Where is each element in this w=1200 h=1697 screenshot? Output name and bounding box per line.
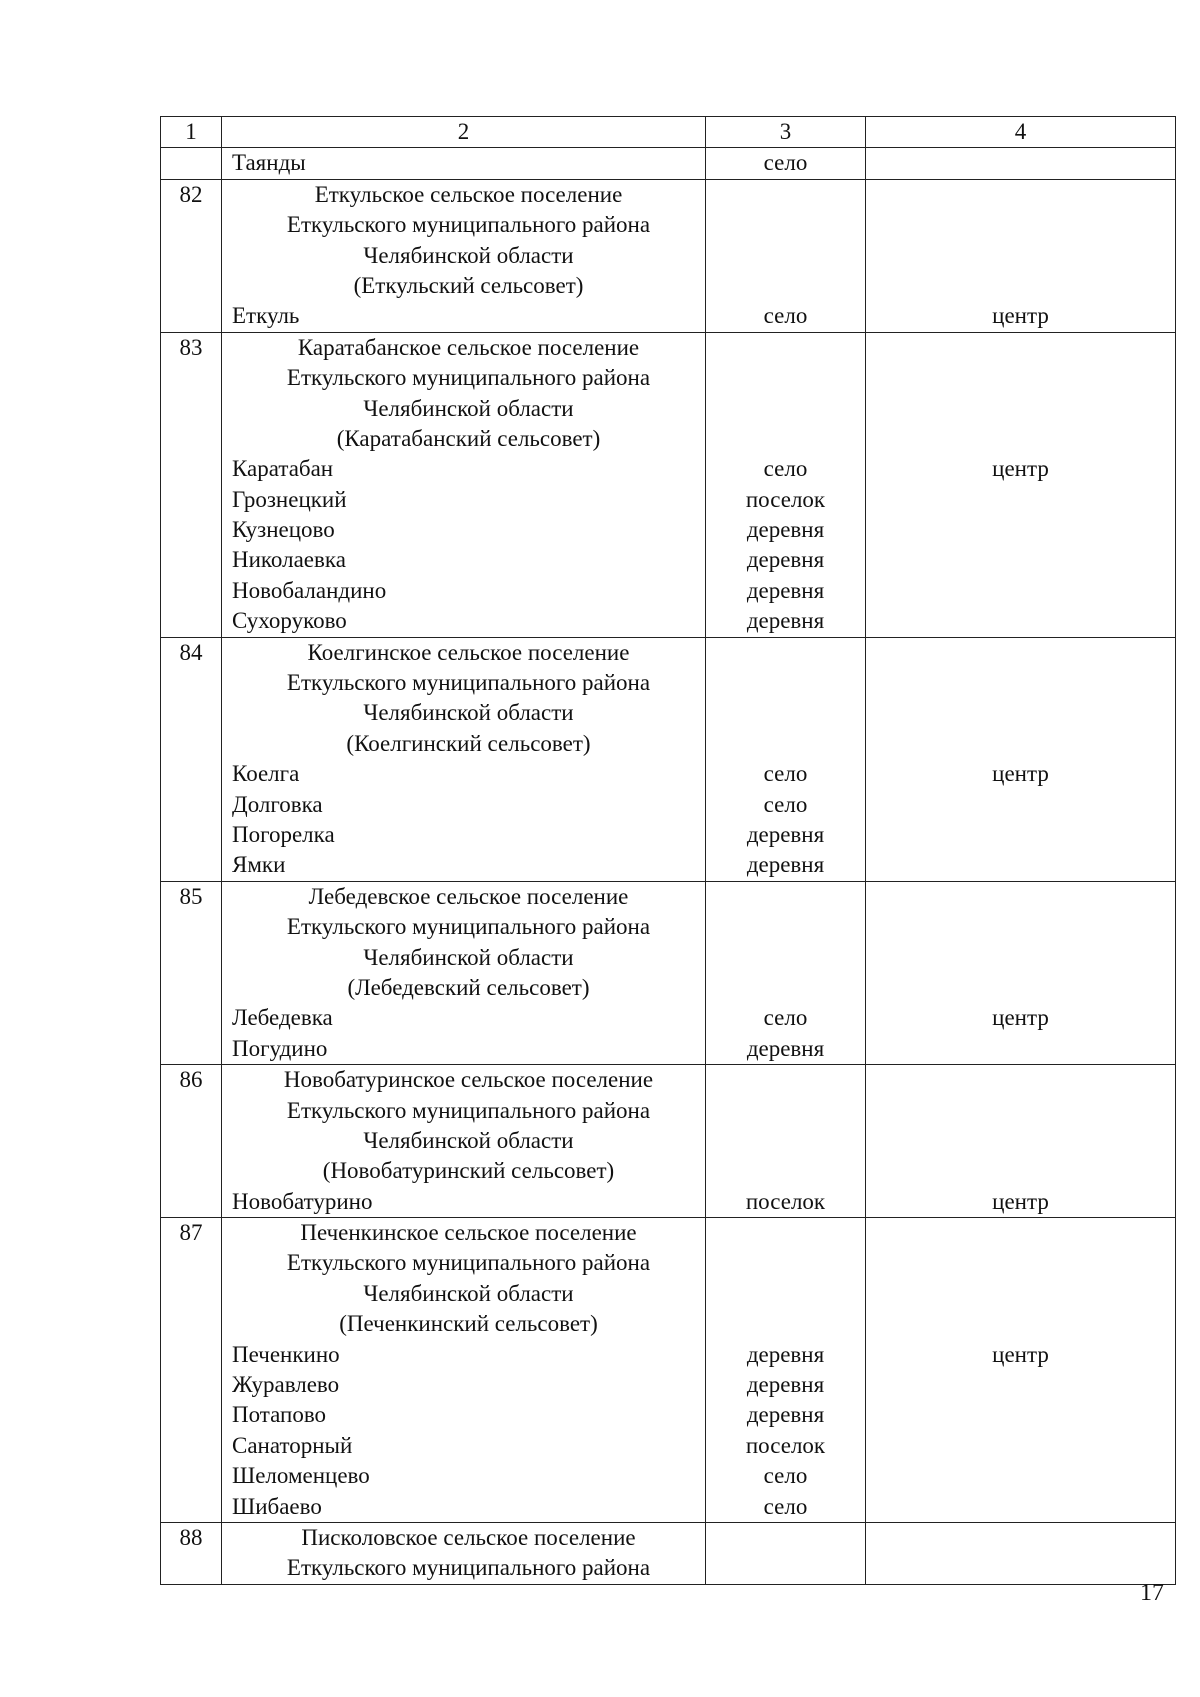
settlement-type-cell bbox=[706, 332, 866, 637]
continuation-row bbox=[161, 148, 1176, 179]
settlement-name-cell bbox=[222, 1218, 706, 1523]
municipality-title-line: (Еткульский сельсовет) bbox=[353, 272, 584, 298]
settlement-status bbox=[866, 1400, 1175, 1430]
spacer-line bbox=[706, 1126, 865, 1156]
settlement-status bbox=[866, 820, 1175, 850]
settlement-status bbox=[866, 1492, 1175, 1522]
settlement-name: Еткуль bbox=[232, 303, 300, 329]
municipality-title-line: Челябинской области bbox=[363, 944, 574, 970]
spacer-line bbox=[706, 729, 865, 759]
spacer-line bbox=[866, 668, 1175, 698]
row-number-cell bbox=[161, 1065, 222, 1218]
municipality-title-line: (Печенкинский сельсовет) bbox=[339, 1311, 598, 1337]
settlement-status bbox=[866, 148, 1175, 178]
settlement-type: село bbox=[763, 456, 808, 482]
settlement-status bbox=[866, 576, 1175, 606]
row-number-cell bbox=[161, 637, 222, 881]
page-number: 17 bbox=[1140, 1580, 1164, 1606]
row-number-cell bbox=[161, 179, 222, 332]
table-row bbox=[161, 637, 1176, 881]
spacer-line bbox=[706, 424, 865, 454]
settlement-status bbox=[866, 790, 1175, 820]
spacer-line bbox=[866, 1096, 1175, 1126]
table-row bbox=[161, 179, 1176, 332]
spacer-line bbox=[866, 1065, 1175, 1095]
municipality-title-line: (Коелгинский сельсовет) bbox=[346, 730, 591, 756]
spacer-line bbox=[866, 1218, 1175, 1248]
settlement-status: центр bbox=[992, 1188, 1049, 1214]
municipality-title-line: Каратабанское сельское поселение bbox=[297, 334, 640, 360]
settlement-status-cell bbox=[866, 148, 1176, 179]
settlement-name: Каратабан bbox=[232, 456, 334, 482]
settlement-type: деревня bbox=[746, 1341, 825, 1367]
settlement-status-cell bbox=[866, 1065, 1176, 1218]
settlement-type: поселок bbox=[745, 1188, 826, 1214]
settlement-type: село bbox=[763, 761, 808, 787]
table-row bbox=[161, 332, 1176, 637]
spacer-line bbox=[706, 1309, 865, 1339]
settlement-type: село bbox=[763, 150, 808, 176]
settlement-name-cell bbox=[222, 881, 706, 1064]
settlement-type: деревня bbox=[746, 517, 825, 543]
spacer-line bbox=[866, 333, 1175, 363]
settlement-type: поселок bbox=[745, 1432, 826, 1458]
spacer-line bbox=[866, 271, 1175, 301]
settlement-name: Погорелка bbox=[232, 822, 335, 847]
municipality-title-line: Печенкинское сельское поселение bbox=[300, 1220, 637, 1246]
settlement-type-cell bbox=[706, 1065, 866, 1218]
settlement-name: Ямки bbox=[232, 852, 286, 878]
settlement-type: село bbox=[763, 1493, 808, 1519]
spacer-line bbox=[706, 638, 865, 668]
spacer-line bbox=[706, 882, 865, 912]
spacer-line bbox=[706, 698, 865, 728]
municipality-title-line: Лебедевское сельское поселение bbox=[308, 883, 629, 909]
settlement-status: центр bbox=[992, 1341, 1049, 1367]
spacer-line bbox=[706, 210, 865, 240]
settlement-status bbox=[866, 1370, 1175, 1400]
settlement-status-cell bbox=[866, 1218, 1176, 1523]
settlement-name: Долговка bbox=[232, 791, 323, 817]
settlement-type: село bbox=[763, 303, 808, 329]
spacer-line bbox=[706, 912, 865, 942]
col-header-3: 3 bbox=[706, 117, 866, 148]
spacer-line bbox=[706, 1218, 865, 1248]
settlement-type: деревня bbox=[746, 1035, 825, 1061]
municipality-title-line: Челябинской области bbox=[363, 1127, 574, 1153]
municipality-title-line: Челябинской области bbox=[363, 700, 574, 726]
table-row bbox=[161, 1522, 1176, 1584]
settlement-status bbox=[866, 515, 1175, 545]
spacer-line bbox=[866, 1126, 1175, 1156]
spacer-line bbox=[866, 1248, 1175, 1278]
table-row bbox=[161, 1218, 1176, 1523]
settlement-status: центр bbox=[992, 1005, 1049, 1031]
settlement-type: село bbox=[763, 791, 808, 817]
spacer-line bbox=[866, 1156, 1175, 1186]
settlement-status-cell bbox=[866, 637, 1176, 881]
settlement-status-cell bbox=[866, 1522, 1176, 1584]
spacer-line bbox=[866, 698, 1175, 728]
settlement-name: Погудино bbox=[232, 1035, 328, 1061]
settlement-name: Санаторный bbox=[232, 1432, 353, 1458]
spacer-line bbox=[706, 271, 865, 301]
col-header-4: 4 bbox=[866, 117, 1176, 148]
settlement-status bbox=[866, 850, 1175, 880]
row-number: 84 bbox=[179, 639, 203, 665]
spacer-line bbox=[706, 1156, 865, 1186]
municipality-title-line: Еткульского муниципального района bbox=[286, 670, 651, 696]
settlement-status-cell bbox=[866, 881, 1176, 1064]
settlement-type: деревня bbox=[746, 852, 825, 878]
settlement-name: Таянды bbox=[232, 150, 306, 176]
spacer-line bbox=[866, 729, 1175, 759]
settlement-status bbox=[866, 545, 1175, 575]
settlement-name: Шеломенцево bbox=[232, 1463, 370, 1489]
settlement-status: центр bbox=[992, 761, 1049, 787]
settlement-name: Лебедевка bbox=[232, 1005, 333, 1031]
spacer-line bbox=[866, 1309, 1175, 1339]
spacer-line bbox=[706, 1553, 865, 1583]
spacer-line bbox=[706, 1096, 865, 1126]
col-header-1: 1 bbox=[161, 117, 222, 148]
settlement-status: центр bbox=[992, 456, 1049, 482]
row-number: 86 bbox=[179, 1067, 203, 1093]
settlement-name: Журавлево bbox=[232, 1372, 340, 1398]
row-number: 83 bbox=[179, 334, 203, 360]
municipality-title-line: (Каратабанский сельсовет) bbox=[336, 425, 601, 451]
settlement-name: Печенкино bbox=[232, 1341, 340, 1367]
spacer-line bbox=[866, 424, 1175, 454]
municipality-title-line: Новобатуринское сельское поселение bbox=[283, 1067, 654, 1093]
municipality-title-line: Писколовское сельское поселение bbox=[301, 1524, 636, 1550]
municipality-title-line: Челябинской области bbox=[363, 395, 574, 421]
spacer-line bbox=[706, 241, 865, 271]
row-number-cell bbox=[161, 1522, 222, 1584]
settlement-status-cell bbox=[866, 179, 1176, 332]
spacer-line bbox=[706, 1248, 865, 1278]
col-header-2: 2 bbox=[222, 117, 706, 148]
settlement-status-cell bbox=[866, 332, 1176, 637]
spacer-line bbox=[866, 973, 1175, 1003]
settlement-type: поселок bbox=[745, 486, 826, 512]
row-number-cell bbox=[161, 148, 222, 179]
settlement-type: деревня bbox=[746, 822, 825, 847]
settlement-type-cell bbox=[706, 881, 866, 1064]
settlement-type: деревня bbox=[746, 577, 825, 603]
municipality-title-line: Еткульского муниципального района bbox=[286, 1555, 651, 1581]
municipality-title-line: (Лебедевский сельсовет) bbox=[347, 974, 590, 1000]
settlement-name: Коелга bbox=[232, 761, 300, 787]
municipality-title-line: Челябинской области bbox=[363, 242, 574, 268]
settlement-status bbox=[866, 1431, 1175, 1461]
settlement-name: Новобатурино bbox=[232, 1188, 373, 1214]
row-number-cell bbox=[161, 881, 222, 1064]
municipality-title-line: Еткульского муниципального района bbox=[286, 212, 651, 238]
spacer-line bbox=[706, 668, 865, 698]
row-number-cell bbox=[161, 1218, 222, 1523]
table-header-row bbox=[161, 117, 1176, 148]
settlement-type-cell bbox=[706, 148, 866, 179]
table-row bbox=[161, 1065, 1176, 1218]
municipality-title-line: Коелгинское сельское поселение bbox=[307, 639, 630, 665]
settlement-name: Сухоруково bbox=[232, 608, 347, 634]
settlement-type: село bbox=[763, 1005, 808, 1031]
settlement-status bbox=[866, 606, 1175, 636]
spacer-line bbox=[866, 638, 1175, 668]
spacer-line bbox=[706, 943, 865, 973]
settlement-type-cell bbox=[706, 1218, 866, 1523]
settlement-name-cell bbox=[222, 148, 706, 179]
settlement-name-cell bbox=[222, 1065, 706, 1218]
settlement-type: деревня bbox=[746, 1402, 825, 1428]
settlement-name: Грознецкий bbox=[232, 486, 347, 512]
row-number: 85 bbox=[179, 883, 203, 909]
settlements-table-body bbox=[161, 117, 1176, 1585]
municipality-title-line: Еткульского муниципального района bbox=[286, 1097, 651, 1123]
spacer-line bbox=[706, 1523, 865, 1553]
settlement-type-cell bbox=[706, 637, 866, 881]
row-number: 82 bbox=[179, 181, 203, 207]
settlement-name: Николаевка bbox=[232, 547, 346, 573]
spacer-line bbox=[866, 882, 1175, 912]
spacer-line bbox=[706, 394, 865, 424]
settlement-status bbox=[866, 1034, 1175, 1064]
municipality-title-line: Челябинской области bbox=[363, 1280, 574, 1306]
spacer-line bbox=[866, 1553, 1175, 1583]
settlement-name: Новобаландино bbox=[232, 577, 387, 603]
spacer-line bbox=[706, 180, 865, 210]
spacer-line bbox=[866, 180, 1175, 210]
settlement-status bbox=[866, 1461, 1175, 1491]
settlement-name-cell bbox=[222, 179, 706, 332]
settlement-status bbox=[866, 485, 1175, 515]
settlement-name-cell bbox=[222, 332, 706, 637]
spacer-line bbox=[866, 241, 1175, 271]
settlement-name: Потапово bbox=[232, 1402, 327, 1428]
settlement-status: центр bbox=[992, 303, 1049, 329]
table-row bbox=[161, 881, 1176, 1064]
spacer-line bbox=[866, 363, 1175, 393]
settlement-type-cell bbox=[706, 179, 866, 332]
spacer-line bbox=[706, 973, 865, 1003]
spacer-line bbox=[706, 1065, 865, 1095]
settlement-type: деревня bbox=[746, 547, 825, 573]
settlement-type: деревня bbox=[746, 608, 825, 634]
row-number: 87 bbox=[179, 1220, 203, 1246]
municipality-title-line: Еткульского муниципального района bbox=[286, 914, 651, 940]
settlement-name: Шибаево bbox=[232, 1493, 322, 1519]
settlement-type-cell bbox=[706, 1522, 866, 1584]
spacer-line bbox=[866, 1523, 1175, 1553]
settlement-name-cell bbox=[222, 1522, 706, 1584]
spacer-line bbox=[706, 1279, 865, 1309]
spacer-line bbox=[866, 210, 1175, 240]
settlement-name-cell bbox=[222, 637, 706, 881]
spacer-line bbox=[706, 333, 865, 363]
settlements-table bbox=[160, 116, 1176, 1585]
municipality-title-line: Еткульского муниципального района bbox=[286, 1250, 651, 1276]
spacer-line bbox=[706, 363, 865, 393]
spacer-line bbox=[866, 394, 1175, 424]
municipality-title-line: Еткульского муниципального района bbox=[286, 365, 651, 391]
municipality-title-line: (Новобатуринский сельсовет) bbox=[322, 1158, 615, 1184]
row-number-cell bbox=[161, 332, 222, 637]
spacer-line bbox=[866, 1279, 1175, 1309]
settlement-type: деревня bbox=[746, 1372, 825, 1398]
municipality-title-line: Еткульское сельское поселение bbox=[314, 181, 623, 207]
spacer-line bbox=[866, 943, 1175, 973]
settlement-type: село bbox=[763, 1463, 808, 1489]
row-number: 88 bbox=[179, 1524, 203, 1550]
settlement-name: Кузнецово bbox=[232, 517, 335, 543]
spacer-line bbox=[866, 912, 1175, 942]
